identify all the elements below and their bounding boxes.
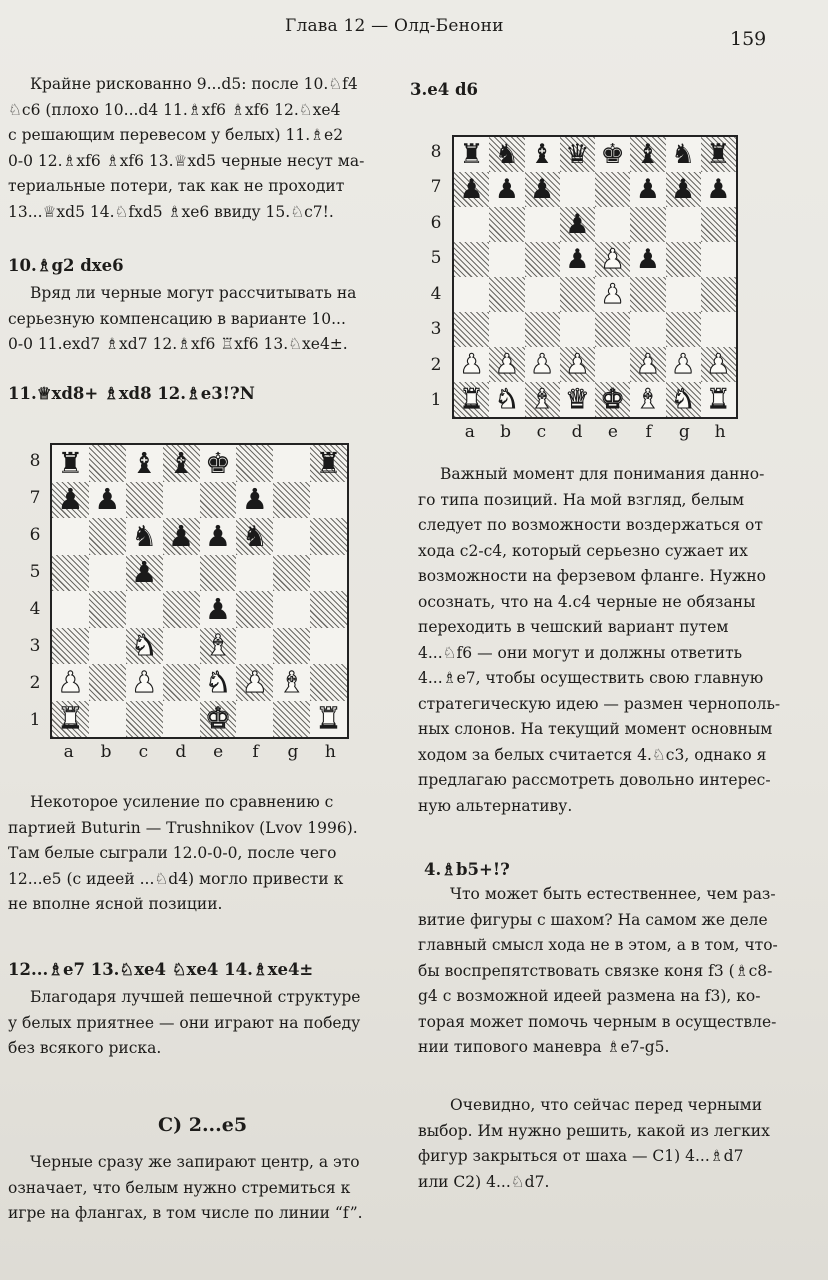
square-c3 — [525, 312, 560, 347]
rank-label: 7 — [430, 177, 442, 198]
text-line: 13...♕xd5 14.♘fxd5 ♗xe6 ввиду 15.♘c7!. — [8, 202, 334, 221]
square-c4 — [525, 277, 560, 312]
square-e6 — [200, 518, 237, 555]
square-d4 — [560, 277, 595, 312]
square-a4 — [454, 277, 489, 312]
square-h4 — [310, 591, 347, 628]
square-d5 — [163, 555, 200, 592]
square-g8 — [666, 137, 701, 172]
square-b8 — [489, 137, 524, 172]
square-d2 — [163, 664, 200, 701]
file-label: d — [175, 742, 187, 762]
page-number: 159 — [730, 28, 767, 50]
square-e7 — [200, 482, 237, 519]
square-a2 — [454, 347, 489, 382]
section-heading: C) 2...e5 — [158, 1114, 248, 1136]
square-e4 — [200, 591, 237, 628]
black-pawn-icon: ♟ — [57, 482, 84, 517]
square-c8 — [525, 137, 560, 172]
black-queen-icon: ♛ — [565, 139, 590, 170]
text-line: или C2) 4...♘d7. — [418, 1172, 550, 1191]
square-h7 — [310, 482, 347, 519]
square-f8 — [236, 445, 273, 482]
square-h2 — [310, 664, 347, 701]
square-c8 — [126, 445, 163, 482]
square-d8 — [560, 137, 595, 172]
text-line: следует по возможности воздержаться от — [418, 516, 763, 534]
square-f3 — [236, 628, 273, 665]
square-g5 — [273, 555, 310, 592]
file-label: b — [500, 422, 512, 442]
file-label: g — [678, 422, 690, 442]
text-line: Очевидно, что сейчас перед черными — [450, 1096, 763, 1114]
text-line: го типа позиций. На мой взгляд, белым — [418, 490, 745, 509]
square-f2 — [630, 347, 665, 382]
square-c7 — [525, 172, 560, 207]
white-pawn-icon: ♟ — [706, 349, 731, 380]
square-b7 — [89, 482, 126, 519]
square-a1 — [52, 701, 89, 738]
square-g4 — [273, 591, 310, 628]
text-line: без всякого риска. — [8, 1039, 162, 1057]
square-g8 — [273, 445, 310, 482]
file-label: c — [138, 742, 149, 762]
white-pawn-icon: ♟ — [57, 664, 84, 699]
white-pawn-icon: ♟ — [671, 349, 696, 380]
square-e3 — [200, 628, 237, 665]
white-pawn-icon: ♟ — [494, 349, 519, 380]
square-h3 — [310, 628, 347, 665]
black-pawn-icon: ♟ — [635, 244, 660, 275]
square-a1 — [454, 382, 489, 417]
black-rook-icon: ♜ — [459, 139, 484, 170]
square-d7 — [163, 482, 200, 519]
text-line: партией Buturin — Trushnikov (Lvov 1996). — [8, 818, 358, 837]
file-label: f — [645, 422, 652, 442]
white-pawn-icon: ♟ — [131, 664, 158, 699]
text-line: ных слонов. На текущий момент основным — [418, 720, 773, 738]
white-pawn-icon: ♟ — [530, 349, 555, 380]
text-line: торая может помочь черным в осуществле- — [418, 1012, 777, 1031]
text-line: стратегическую идею — размен чернополь- — [418, 694, 781, 713]
square-a2 — [52, 664, 89, 701]
square-g2 — [666, 347, 701, 382]
chessboard — [452, 135, 738, 419]
square-d4 — [163, 591, 200, 628]
square-h5 — [701, 242, 736, 277]
black-pawn-icon: ♟ — [459, 174, 484, 205]
text-line: териальные потери, так как не проходит — [8, 177, 345, 195]
square-d7 — [560, 172, 595, 207]
square-h3 — [701, 312, 736, 347]
rank-label: 7 — [29, 487, 41, 508]
text-line: Важный момент для понимания данно- — [440, 465, 765, 483]
text-line: Благодаря лучшей пешечной структуре — [30, 988, 361, 1006]
chess-diagram-right — [420, 135, 820, 445]
square-c5 — [525, 242, 560, 277]
square-h5 — [310, 555, 347, 592]
text-line: бы воспрепятствовать связке коня f3 (♗c8- — [418, 961, 773, 980]
square-b1 — [489, 382, 524, 417]
square-b3 — [89, 628, 126, 665]
square-a6 — [52, 518, 89, 555]
black-bishop-icon: ♝ — [635, 139, 660, 170]
square-h1 — [701, 382, 736, 417]
square-g5 — [666, 242, 701, 277]
text-line: выбор. Им нужно решить, какой из легких — [418, 1121, 770, 1140]
square-h7 — [701, 172, 736, 207]
black-pawn-icon: ♟ — [204, 591, 231, 626]
square-a3 — [454, 312, 489, 347]
file-label: e — [607, 422, 618, 442]
square-e5 — [200, 555, 237, 592]
square-h4 — [701, 277, 736, 312]
square-e2 — [595, 347, 630, 382]
black-king-icon: ♚ — [204, 445, 231, 480]
text-line: возможности на ферзевом фланге. Нужно — [418, 567, 766, 585]
white-pawn-icon: ♟ — [600, 279, 625, 310]
black-pawn-icon: ♟ — [94, 482, 121, 517]
square-a7 — [52, 482, 89, 519]
rank-label: 3 — [29, 635, 41, 656]
square-g6 — [666, 207, 701, 242]
white-bishop-icon: ♝ — [635, 384, 660, 415]
move-notation: 12...♗e7 13.♘xe4 ♘xe4 14.♗xe4± — [8, 960, 314, 979]
square-g3 — [666, 312, 701, 347]
square-b1 — [89, 701, 126, 738]
square-f3 — [630, 312, 665, 347]
move-notation: 3.e4 d6 — [410, 80, 478, 99]
square-e7 — [595, 172, 630, 207]
square-c7 — [126, 482, 163, 519]
rank-label: 3 — [430, 319, 442, 340]
text-line: Там белые сыграли 12.0-0-0, после чего — [8, 844, 337, 862]
square-a7 — [454, 172, 489, 207]
white-rook-icon: ♜ — [315, 701, 342, 736]
square-c4 — [126, 591, 163, 628]
square-e6 — [595, 207, 630, 242]
square-f5 — [630, 242, 665, 277]
square-a4 — [52, 591, 89, 628]
black-pawn-icon: ♟ — [635, 174, 660, 205]
square-e5 — [595, 242, 630, 277]
white-knight-icon: ♞ — [204, 664, 231, 699]
black-knight-icon: ♞ — [494, 139, 519, 170]
move-notation: 10.♗g2 dxe6 — [8, 256, 124, 275]
white-pawn-icon: ♟ — [600, 244, 625, 275]
white-bishop-icon: ♝ — [204, 628, 231, 663]
chessboard — [50, 443, 349, 739]
text-line: g4 с возможной идеей размена на f3), ко- — [418, 987, 761, 1005]
square-c3 — [126, 628, 163, 665]
square-h2 — [701, 347, 736, 382]
square-d3 — [560, 312, 595, 347]
square-b3 — [489, 312, 524, 347]
square-b7 — [489, 172, 524, 207]
text-line: ходом за белых считается 4.♘c3, однако я — [418, 745, 767, 764]
square-h6 — [701, 207, 736, 242]
square-a3 — [52, 628, 89, 665]
square-g7 — [666, 172, 701, 207]
square-d2 — [560, 347, 595, 382]
text-line: 12...e5 (с идеей ...♘d4) могло привести к — [8, 869, 344, 888]
square-f5 — [236, 555, 273, 592]
black-knight-icon: ♞ — [241, 518, 268, 553]
left-paragraph-4 — [8, 985, 393, 1062]
rank-label: 6 — [430, 212, 442, 233]
square-d5 — [560, 242, 595, 277]
file-label: e — [213, 742, 224, 762]
white-bishop-icon: ♝ — [278, 664, 305, 699]
square-e8 — [200, 445, 237, 482]
right-paragraph-2 — [418, 882, 818, 1061]
rank-label: 4 — [29, 598, 41, 619]
square-f7 — [236, 482, 273, 519]
black-pawn-icon: ♟ — [565, 209, 590, 240]
square-f7 — [630, 172, 665, 207]
square-e3 — [595, 312, 630, 347]
text-line: означает, что белым нужно стремиться к — [8, 1178, 351, 1197]
text-line: ♘c6 (плохо 10...d4 11.♗xf6 ♗xf6 12.♘xe4 — [8, 100, 341, 119]
rank-label: 8 — [29, 450, 41, 471]
square-g4 — [666, 277, 701, 312]
move-notation: 11.♕xd8+ ♗xd8 12.♗e3!?N — [8, 384, 255, 403]
white-knight-icon: ♞ — [671, 384, 696, 415]
square-b8 — [89, 445, 126, 482]
square-c5 — [126, 555, 163, 592]
black-bishop-icon: ♝ — [530, 139, 555, 170]
square-e8 — [595, 137, 630, 172]
white-knight-icon: ♞ — [131, 628, 158, 663]
square-d6 — [163, 518, 200, 555]
black-rook-icon: ♜ — [315, 445, 342, 480]
rank-label: 8 — [430, 141, 442, 162]
square-d1 — [163, 701, 200, 738]
square-g2 — [273, 664, 310, 701]
square-g1 — [273, 701, 310, 738]
black-bishop-icon: ♝ — [168, 445, 195, 480]
square-g1 — [666, 382, 701, 417]
square-f2 — [236, 664, 273, 701]
text-line: Вряд ли черные могут рассчитывать на — [30, 284, 357, 302]
square-a8 — [52, 445, 89, 482]
square-d6 — [560, 207, 595, 242]
square-h8 — [310, 445, 347, 482]
square-e1 — [595, 382, 630, 417]
square-a5 — [52, 555, 89, 592]
square-c2 — [525, 347, 560, 382]
text-line: витие фигуры с шахом? На самом же деле — [418, 910, 768, 929]
text-line: фигур закрыться от шаха — C1) 4...♗d7 — [418, 1147, 744, 1165]
square-c2 — [126, 664, 163, 701]
text-line: 0-0 11.exd7 ♗xd7 12.♗xf6 ♖xf6 13.♘xe4±. — [8, 335, 348, 353]
black-knight-icon: ♞ — [131, 518, 158, 553]
square-d8 — [163, 445, 200, 482]
black-knight-icon: ♞ — [671, 139, 696, 170]
square-c1 — [525, 382, 560, 417]
text-line: 0-0 12.♗xf6 ♗xf6 13.♕xd5 черные несут ма- — [8, 151, 365, 170]
rank-label: 6 — [29, 524, 41, 545]
file-label: h — [714, 422, 726, 442]
text-line: серьезную компенсацию в варианте 10... — [8, 309, 346, 328]
left-paragraph-3 — [8, 790, 393, 918]
square-f4 — [236, 591, 273, 628]
square-h1 — [310, 701, 347, 738]
square-g3 — [273, 628, 310, 665]
square-e4 — [595, 277, 630, 312]
square-g6 — [273, 518, 310, 555]
black-pawn-icon: ♟ — [494, 174, 519, 205]
text-line: переходить в чешский вариант путем — [418, 618, 729, 636]
text-line: 4...♗e7, чтобы осуществить свою главную — [418, 669, 764, 687]
chess-diagram-left — [0, 440, 400, 770]
text-line: осознать, что на 4.c4 черные не обязаны — [418, 592, 756, 611]
square-c6 — [525, 207, 560, 242]
white-rook-icon: ♜ — [57, 701, 84, 736]
black-pawn-icon: ♟ — [530, 174, 555, 205]
chapter-header: Глава 12 — Олд-Бенони — [285, 16, 504, 36]
square-f1 — [236, 701, 273, 738]
white-pawn-icon: ♟ — [565, 349, 590, 380]
rank-label: 4 — [430, 283, 442, 304]
white-queen-icon: ♛ — [565, 384, 590, 415]
right-paragraph-3 — [418, 1093, 818, 1195]
square-b5 — [89, 555, 126, 592]
square-a8 — [454, 137, 489, 172]
white-bishop-icon: ♝ — [530, 384, 555, 415]
file-label: a — [464, 422, 475, 442]
white-king-icon: ♚ — [600, 384, 625, 415]
square-e1 — [200, 701, 237, 738]
black-bishop-icon: ♝ — [131, 445, 158, 480]
square-f8 — [630, 137, 665, 172]
left-paragraph-1 — [8, 72, 393, 225]
square-a6 — [454, 207, 489, 242]
rank-label: 5 — [430, 248, 442, 269]
text-line: с решающим перевесом у белых) 11.♗e2 — [8, 126, 344, 144]
black-king-icon: ♚ — [600, 139, 625, 170]
white-pawn-icon: ♟ — [241, 664, 268, 699]
white-pawn-icon: ♟ — [459, 349, 484, 380]
black-pawn-icon: ♟ — [241, 482, 268, 517]
file-label: d — [571, 422, 583, 442]
text-line: у белых приятнее — они играют на победу — [8, 1013, 361, 1032]
square-e2 — [200, 664, 237, 701]
black-pawn-icon: ♟ — [565, 244, 590, 275]
square-h6 — [310, 518, 347, 555]
text-line: ную альтернативу. — [418, 796, 573, 815]
square-h8 — [701, 137, 736, 172]
text-line: Что может быть естественнее, чем раз- — [450, 885, 776, 903]
square-g7 — [273, 482, 310, 519]
rank-label: 2 — [29, 672, 41, 693]
white-knight-icon: ♞ — [494, 384, 519, 415]
black-pawn-icon: ♟ — [168, 518, 195, 553]
square-a5 — [454, 242, 489, 277]
square-b5 — [489, 242, 524, 277]
text-line: игре на флангах, в том числе по линии “f”. — [8, 1204, 363, 1222]
white-rook-icon: ♜ — [706, 384, 731, 415]
square-b6 — [489, 207, 524, 242]
text-line: не вполне ясной позиции. — [8, 895, 223, 913]
text-line: нии типового маневра ♗e7-g5. — [418, 1038, 670, 1056]
square-c6 — [126, 518, 163, 555]
square-d1 — [560, 382, 595, 417]
white-pawn-icon: ♟ — [635, 349, 660, 380]
text-line: Черные сразу же запирают центр, а это — [30, 1153, 360, 1171]
rank-label: 2 — [430, 354, 442, 375]
square-b4 — [89, 591, 126, 628]
square-d3 — [163, 628, 200, 665]
square-c1 — [126, 701, 163, 738]
text-line: Крайне рискованно 9...d5: после 10.♘f4 — [30, 75, 358, 93]
rank-label: 5 — [29, 561, 41, 582]
rank-label: 1 — [430, 390, 442, 411]
square-b6 — [89, 518, 126, 555]
black-pawn-icon: ♟ — [204, 518, 231, 553]
file-label: f — [252, 742, 259, 762]
text-line: Некоторое усиление по сравнению с — [30, 793, 334, 811]
square-b4 — [489, 277, 524, 312]
text-line: главный смысл хода не в этом, а в том, что- — [418, 936, 778, 954]
rank-label: 1 — [29, 709, 41, 730]
black-rook-icon: ♜ — [706, 139, 731, 170]
file-label: b — [100, 742, 112, 762]
black-pawn-icon: ♟ — [131, 555, 158, 590]
file-label: g — [287, 742, 299, 762]
square-f6 — [630, 207, 665, 242]
square-f4 — [630, 277, 665, 312]
white-rook-icon: ♜ — [459, 384, 484, 415]
square-b2 — [89, 664, 126, 701]
file-label: a — [63, 742, 74, 762]
square-b2 — [489, 347, 524, 382]
file-label: h — [324, 742, 336, 762]
black-pawn-icon: ♟ — [671, 174, 696, 205]
text-line: хода c2-c4, который серьезно сужает их — [418, 541, 748, 560]
square-f1 — [630, 382, 665, 417]
right-paragraph-1 — [418, 462, 818, 819]
move-notation: 4.♗b5+!? — [424, 860, 510, 879]
white-king-icon: ♚ — [204, 701, 231, 736]
black-rook-icon: ♜ — [57, 445, 84, 480]
square-f6 — [236, 518, 273, 555]
left-paragraph-5 — [8, 1150, 398, 1227]
black-pawn-icon: ♟ — [706, 174, 731, 205]
left-paragraph-2 — [8, 281, 393, 358]
text-line: предлагаю рассмотреть довольно интерес- — [418, 771, 771, 789]
text-line: 4...♘f6 — они могут и должны ответить — [418, 643, 743, 662]
file-label: c — [536, 422, 547, 442]
